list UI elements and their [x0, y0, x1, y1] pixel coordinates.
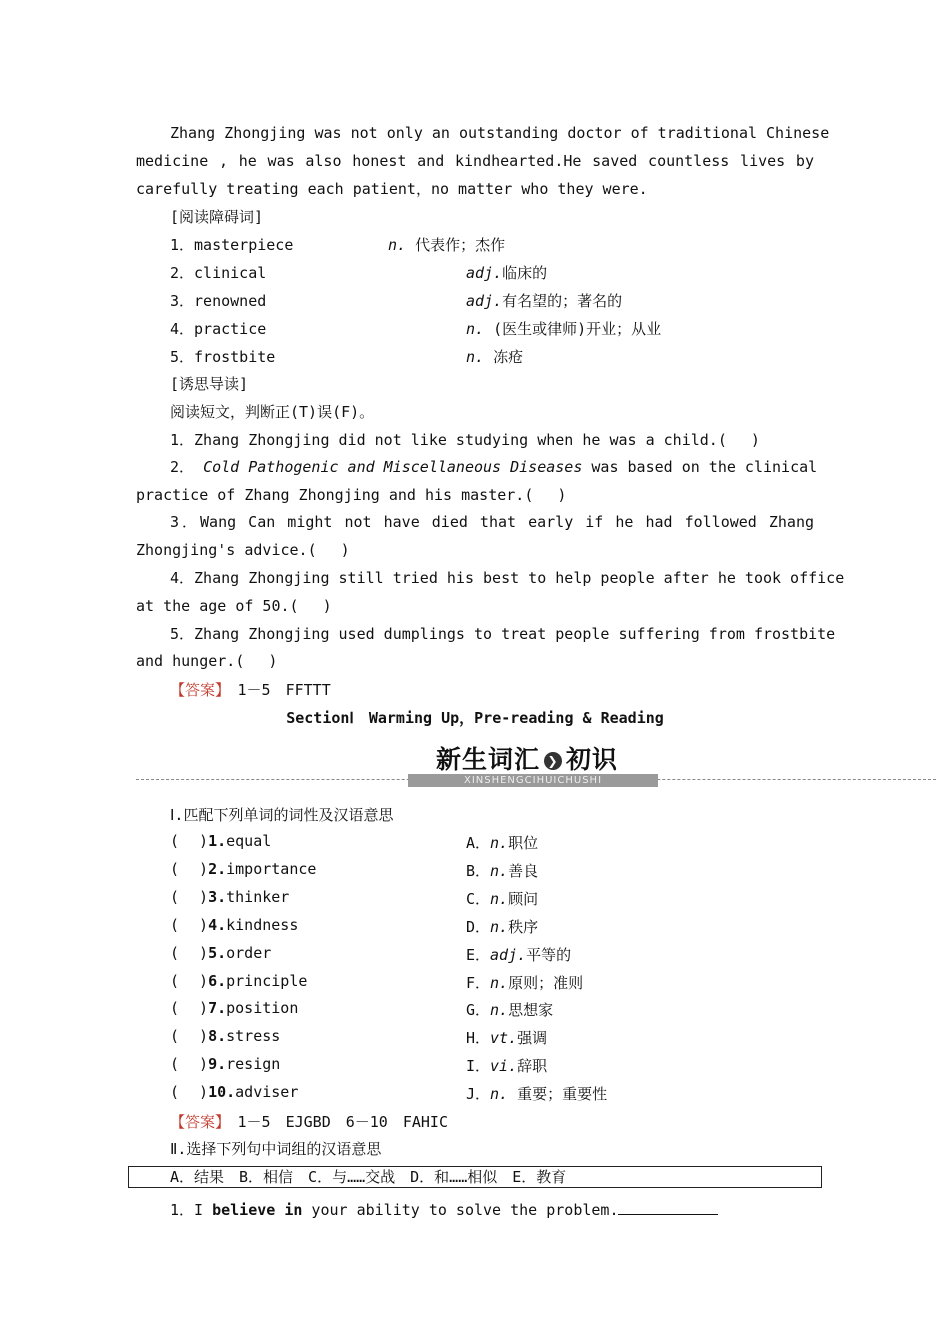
vocab-item: 3．renowned — [170, 292, 267, 310]
tf-question-4: 4．Zhang Zhongjing still tried his best to help people after he took office — [170, 569, 845, 587]
match-option: I．vi.辞职 — [466, 1057, 548, 1075]
match-item: ( )10.adviser — [170, 1083, 299, 1101]
banner-subtitle: XINSHENGCIHUICHUSHI — [408, 774, 658, 787]
section-banner — [136, 740, 936, 792]
match-option: J．n. 重要；重要性 — [466, 1085, 608, 1103]
answer-2: 【答案】 1－5 EJGBD 6－10 FAHIC — [170, 1113, 448, 1131]
options-text: A．结果 B．相信 C．与……交战 D．和……相似 E．教育 — [170, 1168, 567, 1186]
match-item: ( )5.order — [170, 944, 272, 962]
part1-header: Ⅰ.匹配下列单词的词性及汉语意思 — [170, 806, 394, 824]
guide-instruction: 阅读短文，判断正(T)误(F)。 — [170, 403, 375, 421]
answer-1: 【答案】 1－5 FFTTT — [170, 681, 331, 699]
section-title: SectionⅠ Warming Up，Pre-reading & Reading — [286, 709, 664, 727]
vocab-item: 5．frostbite — [170, 348, 276, 366]
match-item: ( )2.importance — [170, 860, 317, 878]
vocab-meaning: n. (医生或律师)开业；从业 — [466, 320, 662, 338]
intro-line-3: carefully treating each patient，no matter who they were. — [136, 180, 648, 198]
tf-question-4-cont: at the age of 50.( ) — [136, 597, 332, 615]
tf-question-5-cont: and hunger.( ) — [136, 652, 278, 670]
chevron-right-icon: ❯ — [544, 752, 562, 770]
part2-question-1: 1．I believe in your ability to solve the problem. — [170, 1199, 718, 1220]
vocab-item: 2．clinical — [170, 264, 267, 282]
intro-line-2: medicine , he was also honest and kindhearted.He saved countless lives by — [136, 152, 814, 170]
tf-question-5: 5．Zhang Zhongjing used dumplings to treat people suffering from frostbite — [170, 625, 836, 643]
tf-question-1: 1．Zhang Zhongjing did not like studying when he was a child.( ) — [170, 431, 760, 449]
match-item: ( )6.principle — [170, 972, 308, 990]
match-option: B．n.善良 — [466, 862, 539, 880]
vocab-header: [阅读障碍词] — [170, 208, 264, 226]
guide-header: [诱思导读] — [170, 375, 249, 393]
match-item: ( )4.kindness — [170, 916, 299, 934]
tf-question-3: 3．Wang Can might not have died that early if he had followed Zhang — [170, 513, 814, 531]
intro-line-1: Zhang Zhongjing was not only an outstanding doctor of traditional Chinese — [170, 124, 830, 142]
banner-title: 新生词汇 ❯ 初识 — [436, 745, 619, 774]
vocab-meaning: adj.有名望的；著名的 — [466, 292, 623, 310]
tf-question-3-cont: Zhongjing's advice.( ) — [136, 541, 350, 559]
match-item: ( )3.thinker — [170, 888, 290, 906]
vocab-item: 1．masterpiece — [170, 236, 294, 254]
part2-header: Ⅱ.选择下列句中词组的汉语意思 — [170, 1140, 382, 1158]
tf-question-2-cont: practice of Zhang Zhongjing and his master.( ) — [136, 486, 567, 504]
match-item: ( )9.resign — [170, 1055, 281, 1073]
options-box — [128, 1166, 822, 1188]
vocab-item: 4．practice — [170, 320, 267, 338]
match-option: G．n.思想家 — [466, 1001, 554, 1019]
match-option: A．n.职位 — [466, 834, 539, 852]
match-option: H．vt.强调 — [466, 1029, 548, 1047]
match-option: D．n.秩序 — [466, 918, 539, 936]
tf-question-2: 2． Cold Pathogenic and Miscellaneous Diseases was based on the clinical — [170, 458, 818, 476]
match-option: F．n.原则；准则 — [466, 974, 584, 992]
answer-blank[interactable] — [618, 1200, 718, 1215]
match-item: ( )1.equal — [170, 832, 272, 850]
vocab-meaning: n. 代表作；杰作 — [388, 236, 506, 254]
match-item: ( )7.position — [170, 999, 299, 1017]
vocab-meaning: n. 冻疮 — [466, 348, 524, 366]
match-item: ( )8.stress — [170, 1027, 281, 1045]
vocab-meaning: adj.临床的 — [466, 264, 548, 282]
match-option: E．adj.平等的 — [466, 946, 572, 964]
match-option: C．n.顾问 — [466, 890, 539, 908]
